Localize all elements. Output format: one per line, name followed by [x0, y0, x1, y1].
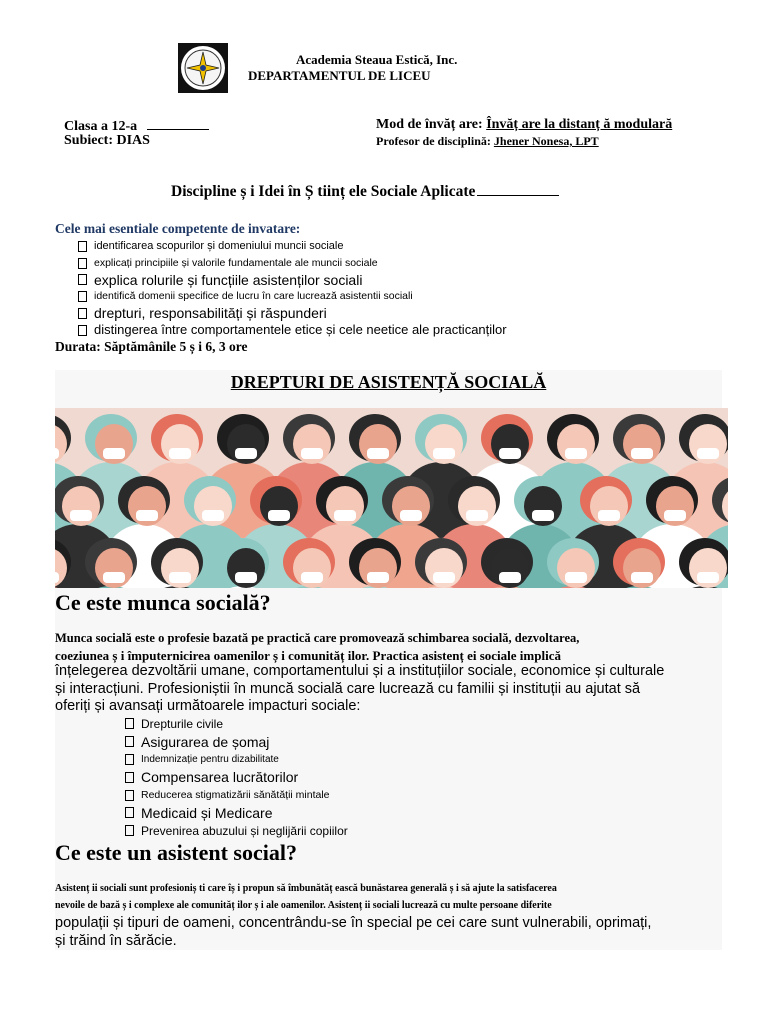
checkbox-icon: [125, 790, 134, 801]
list-item: explica rolurile și funcțiile asistenților sociali: [78, 272, 507, 289]
heading-what-is-social-work: Ce este munca socială?: [55, 590, 271, 615]
social-impacts-list: [125, 715, 348, 840]
crowd-illustration-icon: [55, 408, 728, 588]
list-item: Drepturile civile: [125, 715, 348, 733]
checkbox-icon: [78, 241, 87, 252]
checkbox-icon: [78, 274, 87, 285]
heading-what-is-social-worker: Ce este un asistent social?: [55, 840, 297, 865]
list-item: Compensarea lucrătorilor: [125, 768, 348, 786]
list-item: identificarea scopurilor și domeniului muncii sociale: [78, 238, 507, 255]
list-item: identifică domenii specifice de lucru în care lucrează asistentii sociali: [78, 288, 507, 305]
list-item: distingerea între comportamentele etice și cele neetice ale practicanților: [78, 322, 507, 339]
paragraph-line: populații și tipuri de oameni, concentrându-se în special pe cei care sunt vulnerabili, oprimați,: [55, 915, 652, 931]
teacher-info: Profesor de disciplină: Jhener Nonesa, LPT: [376, 134, 621, 149]
document-title: Discipline ș i Idei în Ș tiinț ele Sociale Aplicate: [171, 183, 559, 201]
checkbox-icon: [78, 291, 87, 302]
checkbox-icon: [78, 258, 87, 269]
paragraph-line: Munca socială este o profesie bazată pe practică care promovează schimbarea socială, dezvoltarea,: [55, 631, 580, 645]
list-item: explicați principiile și valorile fundamentale ale muncii sociale: [78, 255, 507, 272]
subject-label: Subiect: DIAS: [64, 133, 150, 148]
competencies-list: [78, 238, 507, 339]
learning-mode: Mod de învăț are: Învăț are la distanț ă modulară: [376, 117, 673, 132]
department-name: DEPARTAMENTUL DE LICEU: [248, 68, 431, 83]
teacher-name: Jhener Nonesa, LPT: [493, 134, 599, 148]
checkbox-icon: [78, 308, 87, 319]
paragraph-line: Asistenț ii sociali sunt profesioniș ti care îș i propun să îmbunătăț ească bunăstarea generală ș i să ajute la satisfacerea: [55, 883, 557, 894]
list-item: Asigurarea de șomaj: [125, 733, 348, 751]
section-title: DREPTURI DE ASISTENȚĂ SOCIALĂ: [230, 372, 547, 392]
competencies-heading: Cele mai esentiale competente de invatare:: [55, 221, 301, 236]
paragraph-line: și trăind în sărăcie.: [55, 933, 177, 949]
learning-mode-value: Învăț are la distanț ă modulară: [486, 117, 673, 132]
checkbox-icon: [125, 718, 134, 729]
checkbox-icon: [125, 825, 134, 836]
checkbox-icon: [125, 736, 134, 747]
school-name: Academia Steaua Estică, Inc.: [296, 52, 458, 67]
checkbox-icon: [125, 807, 134, 818]
checkbox-icon: [78, 325, 87, 336]
paragraph-line: nevoile de bază ș i complexe ale comunităț ilor ș i ale oamenilor. Asistenț ii sociali lucrează cu multe persoane diferite: [55, 900, 552, 911]
school-logo-icon: [178, 43, 228, 93]
checkbox-icon: [125, 772, 134, 783]
duration-label: Durata: Săptămânile 5 ș i 6, 3 ore: [55, 339, 248, 354]
crowd-banner-image: [55, 408, 728, 588]
paragraph-line: oferiți și avansați următoarele impacturi sociale:: [55, 698, 361, 714]
paragraph-line: și interacțiuni. Profesioniștii în muncă socială care lucrează cu familii și instituții au ajutat să: [55, 681, 641, 697]
grade-label: Clasa a 12-a: [64, 117, 209, 135]
paragraph-line: înțelegerea dezvoltării umane, comportamentului și a instituțiilor sociale, economice și culturale: [55, 663, 665, 679]
paragraph-line: coeziunea ș i împuternicirea oamenilor ș i comunităț ilor. Practica asistenț ei sociale implică: [55, 648, 561, 663]
list-item: Medicaid și Medicare: [125, 804, 348, 822]
list-item: Indemnizație pentru dizabilitate: [125, 751, 348, 769]
checkbox-icon: [125, 754, 134, 765]
list-item: Prevenirea abuzului și neglijării copiilor: [125, 822, 348, 840]
list-item: Reducerea stigmatizării sănătății mintale: [125, 786, 348, 804]
list-item: drepturi, responsabilități și răspunderi: [78, 305, 507, 322]
